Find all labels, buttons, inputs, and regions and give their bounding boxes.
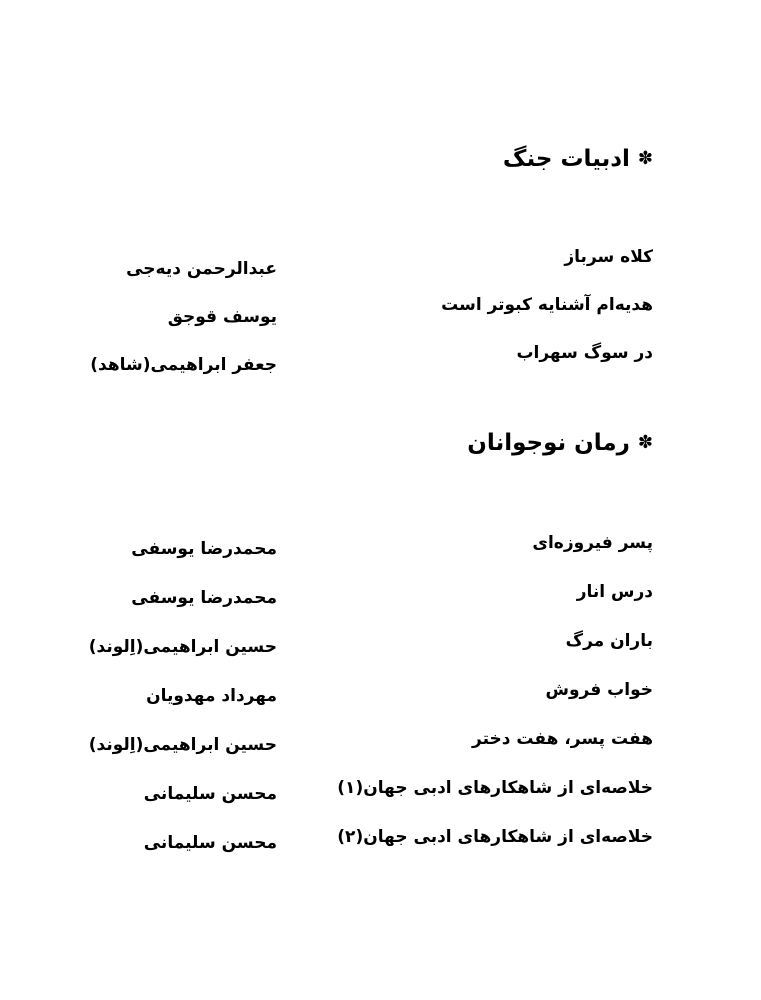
teen-novels-titles xyxy=(337,528,653,871)
asterisk-flower-icon: ✽ xyxy=(637,432,653,453)
book-author: محمدرضا یوسفی xyxy=(131,539,277,559)
book-author: جعفر ابراهیمی(شاهد) xyxy=(90,355,277,375)
book-author: محسن سلیمانی xyxy=(143,833,277,853)
book-author: یوسف قوجق xyxy=(167,307,277,327)
book-author: محمدرضا یوسفی xyxy=(131,588,277,608)
book-title: هفت پسر، هفت دختر xyxy=(472,729,653,749)
book-title: باران مرگ xyxy=(565,631,653,651)
section-heading-text: رمان نوجوانان xyxy=(467,430,630,456)
book-title: خواب فروش xyxy=(545,680,653,700)
book-author: حسین ابراهیمی(اِلوند) xyxy=(88,735,277,755)
book-author: محسن سلیمانی xyxy=(143,784,277,804)
book-author: حسین ابراهیمی(اِلوند) xyxy=(88,637,277,657)
book-author: مهرداد مهدویان xyxy=(146,686,277,706)
section-heading-war-literature xyxy=(503,146,653,172)
war-literature-authors xyxy=(90,254,277,398)
asterisk-flower-icon: ✽ xyxy=(637,148,653,169)
section-heading-teen-novels xyxy=(467,430,653,456)
section-heading-text: ادبیات جنگ xyxy=(502,146,630,172)
book-title: در سوگ سهراب xyxy=(516,343,653,363)
book-title: خلاصه‌ای از شاهکارهای ادبی جهان(۲) xyxy=(337,827,653,847)
war-literature-titles xyxy=(441,242,653,386)
teen-novels-authors xyxy=(89,534,277,877)
book-title: پسر فیروزه‌ای xyxy=(532,533,653,553)
book-title: کلاه سرباز xyxy=(564,247,653,267)
book-title: خلاصه‌ای از شاهکارهای ادبی جهان(۱) xyxy=(337,778,653,798)
book-title: درس انار xyxy=(576,582,653,602)
book-title: هدیه‌ام آشنایه کبوتر است xyxy=(441,295,653,315)
book-author: عبدالرحمن دیه‌جی xyxy=(126,259,277,279)
